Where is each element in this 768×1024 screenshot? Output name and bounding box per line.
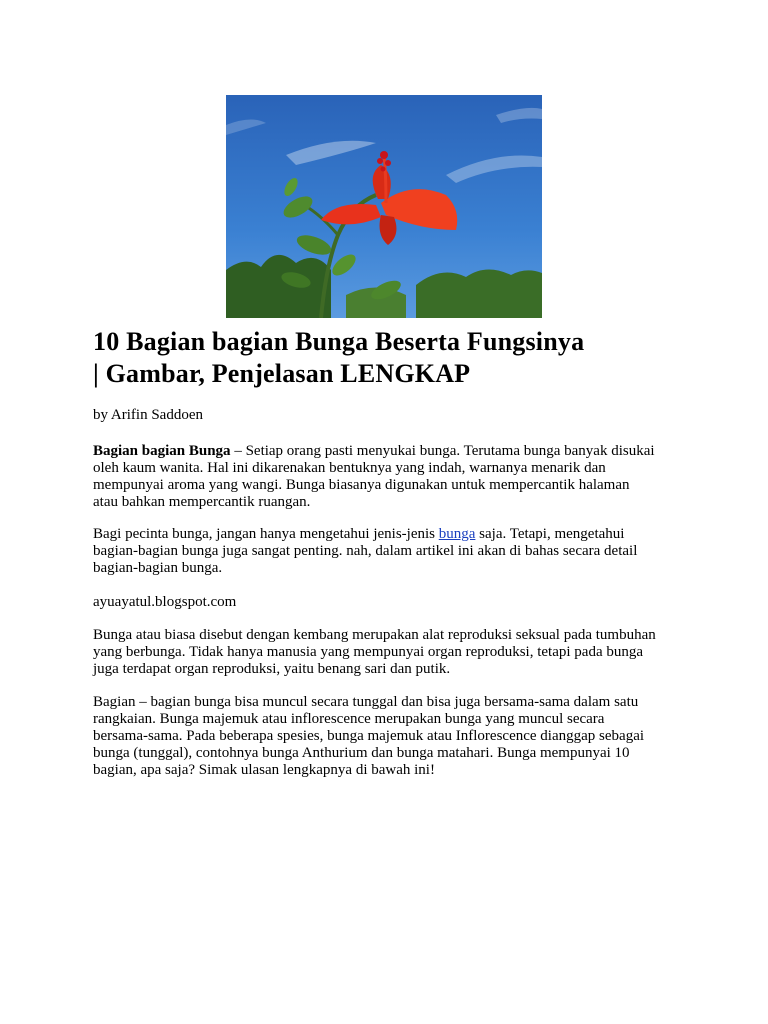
paragraph-line: Bunga atau biasa disebut dengan kembang merupakan alat reproduksi seksual pada tumbuhan	[93, 627, 656, 643]
paragraph-line: bunga (tunggal), contohnya bunga Anthurium dan bunga matahari. Bunga mempunyai 10	[93, 745, 630, 761]
paragraph-line: bagian-bagian bunga juga sangat penting. nah, dalam artikel ini akan di bahas secara detail	[93, 543, 638, 559]
paragraph-line: mempunyai aroma yang wangi. Bunga biasanya digunakan untuk mempercantik halaman	[93, 477, 630, 493]
title-line-2: | Gambar, Penjelasan LENGKAP	[93, 359, 471, 388]
paragraph-line: bersama-sama. Pada beberapa spesies, bunga majemuk atau Inflorescence dianggap sebagai	[93, 728, 645, 744]
paragraph-lovers	[93, 526, 693, 577]
bunga-link[interactable]: bunga	[438, 526, 476, 542]
paragraph-line: yang berbunga. Tidak hanya manusia yang mempunyai organ reproduksi, tetapi pada bunga	[93, 644, 644, 660]
paragraph-line: bagian-bagian bunga.	[93, 560, 223, 576]
text-segment: saja. Tetapi, mengetahui	[475, 526, 625, 542]
title-line-1: 10 Bagian bagian Bunga Beserta Fungsinya	[93, 327, 585, 356]
paragraph-definition	[93, 627, 693, 678]
paragraph-line	[93, 443, 693, 460]
article-title	[93, 326, 693, 390]
paragraph-line: Bagian – bagian bunga bisa muncul secara tunggal dan bisa juga bersama-sama dalam satu	[93, 694, 639, 710]
lead-term: Bagian bagian Bunga	[93, 443, 231, 459]
source-text: ayuayatul.blogspot.com	[93, 594, 237, 610]
image-source	[93, 594, 693, 611]
paragraph-line: oleh kaum wanita. Hal ini dikarenakan bentuknya yang indah, warnanya menarik dan	[93, 460, 606, 476]
paragraph-intro	[93, 443, 693, 511]
lead-rest: – Setiap orang pasti menyukai bunga. Terutama bunga banyak disukai	[230, 443, 655, 459]
hibiscus-photo	[226, 95, 542, 318]
paragraph-line	[93, 526, 693, 543]
byline: by Arifin Saddoen	[93, 407, 203, 423]
paragraph-line: atau bahkan mempercantik ruangan.	[93, 494, 311, 510]
paragraph-parts	[93, 694, 693, 779]
paragraph-line: rangkaian. Bunga majemuk atau inflorescence merupakan bunga yang muncul secara	[93, 711, 605, 727]
paragraph-line: bagian, apa saja? Simak ulasan lengkapnya di bawah ini!	[93, 762, 435, 778]
text-segment: Bagi pecinta bunga, jangan hanya mengetahui jenis-jenis	[93, 526, 439, 542]
paragraph-line: juga terdapat organ reproduksi, yaitu benang sari dan putik.	[93, 661, 451, 677]
